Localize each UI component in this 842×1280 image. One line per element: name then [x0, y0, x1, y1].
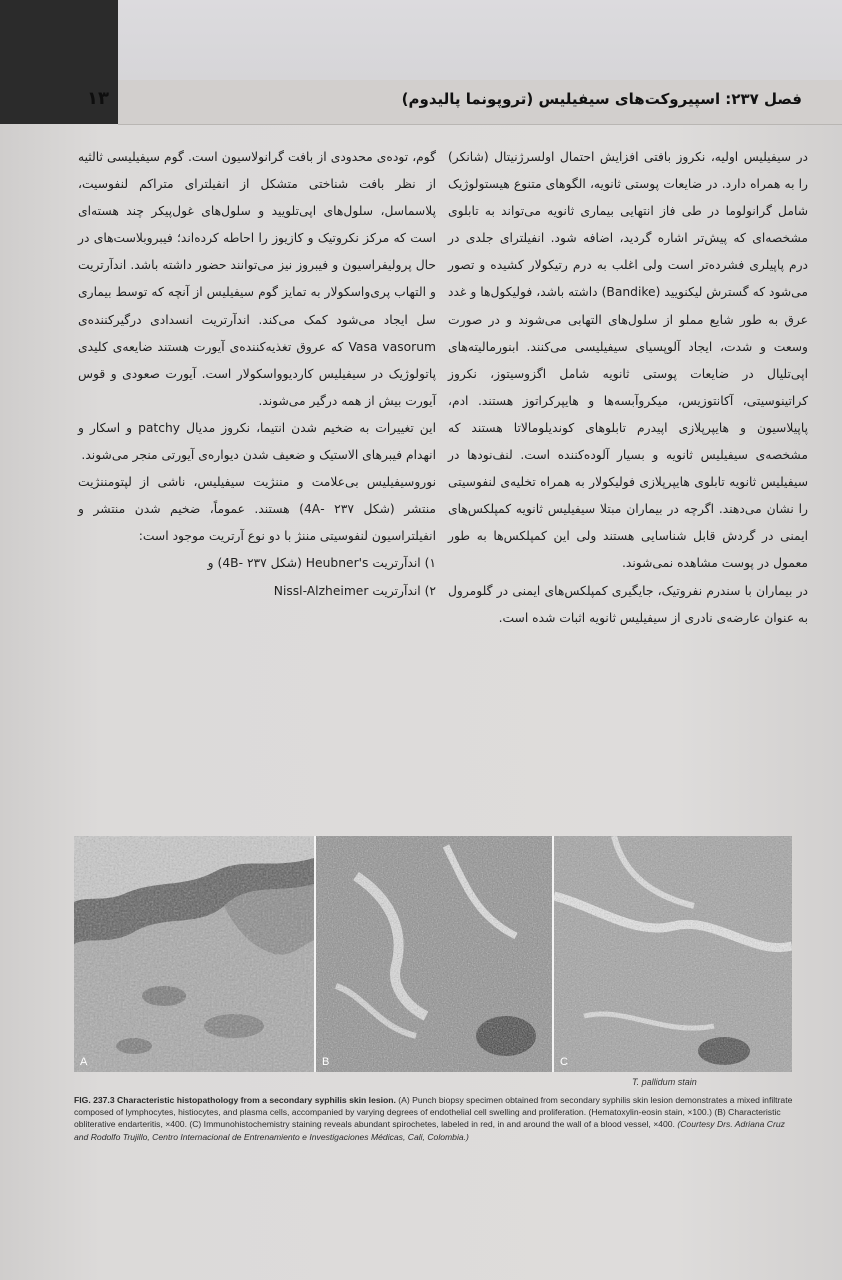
figure-caption — [74, 1094, 794, 1143]
panel-label: A — [80, 1056, 88, 1068]
panel-label: C — [560, 1056, 568, 1068]
paragraph: در سیفیلیس اولیه، نکروز بافتی افزایش احتمال اولسرژنیتال (شانکر) را به همراه دارد. در ضایعات پوستی ثانویه، الگوهای متنوع هیستولوژیک شامل گرانولوما در طی فاز انتهایی بیماری ثانویه می‌تواند به تابلوی مشخصه‌ای که پیش‌تر اشاره گردید، اضافه شود. انفیلترای جلدی در درم پاپیلری فشرده‌تر است ولی اغلب به درم رتیکولار کشیده و تصور می‌شود که گسترش لیکنویید (Bandike) داشته باشد، فولیکول‌ها و غدد عرق به طور شایع مملو از سلول‌های التهابی می‌شوند و در صورت وسعت و شدت، ایجاد آلوپسیای سیفیلیسی می‌کنند. ابنورمالیته‌های اپی‌تلیال در ضایعات پوستی ثانویه شامل اگزوسیتوز، نکروز کراتینوسیتی، آکانتوزیس، میکروآبسه‌ها و هایپرکراتوز هستند. ادم، پاپیلاسیون و هایپرپلازی اپیدرم تابلوهای کوندیلومالاتا هستند که مشخصه‌ی سیفیلیس ثانویه و بسیار آلوده‌کننده است. لنف‌نودها در سیفیلیس ثانویه تابلوی هایپرپلازی فولیکولار به همراه تخلیه‌ی لنفوسیتی را نشان می‌دهند. اگرچه در بیماران مبتلا سیفیلیس ثانویه کمپلکس‌های ایمنی در گردش قابل شناسایی هستند ولی این کمپلکس‌ها به طور معمول در پوست مشاهده نمی‌شوند. — [448, 150, 808, 571]
paragraph: در بیماران با سندرم نفروتیک، جایگیری کمپلکس‌های ایمنی در گلومرول به عنوان عارضه‌ی نادری از سیفیلیس ثانویه اثبات شده است. — [448, 583, 808, 625]
caption-title: Characteristic histopathology from a secondary syphilis skin lesion. — [117, 1095, 396, 1105]
micrograph-panel-a — [74, 836, 314, 1072]
paragraph: گوم، توده‌ی محدودی از بافت گرانولاسیون است. گوم سیفیلیسی ثالثیه از نظر بافت شناختی متشکل از انفیلترای متراکم لنفوسیت، پلاسماسل، سلول‌های اپی‌تلویید و سلول‌های غول‌پیکر چند هسته‌ای است که مرکز نکروتیک و کازیوز را احاطه کرده‌اند؛ فیبروبلاست‌های در حال پرولیفراسیون و فیبروز نیز می‌توانند حضور داشته باشد. اندآرتریت و التهاب پری‌واسکولار به تمایز گوم سیفیلیس از آنچه که توسط بیماری سل ایجاد می‌شود کمک می‌کند. اندآرتریت انسدادی درگیرکننده‌ی Vasa vasorum که عروق تغذیه‌کننده‌ی آیورت هستند ضایعه‌ی کلیدی پاتولوژیک در سیفیلیس کاردیوواسکولار است. آیورت صعودی و قوس آیورت بیش از همه درگیر می‌شوند. — [78, 150, 436, 408]
paragraph: نوروسیفیلیس بی‌علامت و مننژیت سیفیلیس، ناشی از لپتومننژیت منتشر (شکل ۲۳۷ -4A) هستند. عموماً، ضخیم شدن منتشر و انفیلتراسیون لنفوسیتی مننژ با دو نوع آرتریت موجود است: — [78, 475, 436, 544]
paragraph: این تغییرات به ضخیم شدن انتیما، نکروز مدیال patchy و اسکار و انهدام فیبرهای الاستیک و ضعیف شدن دیواره‌ی آیورتی منجر می‌شوند. — [78, 420, 436, 463]
micrograph-panel-b — [316, 836, 552, 1072]
running-header — [118, 80, 842, 125]
caption-credit: (Courtesy Drs. Adriana Cruz and Rodolfo Trujillo, Centro Internacional de Entrenamiento e Investigaciones Médicas, Cali, Colombia.) — [74, 1119, 785, 1142]
stain-label: T. pallidum stain — [632, 1077, 697, 1087]
histopathology-figure — [74, 836, 792, 1072]
chapter-title: فصل ۲۳۷: اسپیروکت‌های سیفیلیس (تروپونما پالیدوم) — [401, 90, 802, 108]
page-top-margin — [0, 0, 842, 80]
left-text-column — [78, 144, 436, 605]
micrograph-panel-c — [554, 836, 792, 1072]
list-item: ۲) اندآرتریت Nissl-Alzheimer — [273, 583, 436, 598]
list-item: ۱) اندآرتریت Heubner's (شکل ۲۳۷ -4B) و — [207, 556, 436, 571]
right-text-column — [448, 144, 808, 632]
micrograph-b-image — [316, 836, 552, 1072]
caption-body: (A) Punch biopsy specimen obtained from secondary syphilis skin lesion demonstrates a mixed infiltrate composed of lymphocytes, histiocytes, and plasma cells, accompanied by varying degrees of endothelial cell swelling and proliferation. (Hematoxylin-eosin stain, ×100.) (B) Characteristic obliterative endarteritis, ×400. (C) Immunohistochemistry staining reveals abundant spirochetes, labeled in red, in and around the wall of a blood vessel, ×400. — [74, 1095, 793, 1130]
micrograph-c-image — [554, 836, 792, 1072]
page-number: ۱۳ — [87, 88, 109, 109]
panel-label: B — [322, 1056, 330, 1068]
figure-number: FIG. 237.3 — [74, 1095, 115, 1105]
micrograph-a-image — [74, 836, 314, 1072]
